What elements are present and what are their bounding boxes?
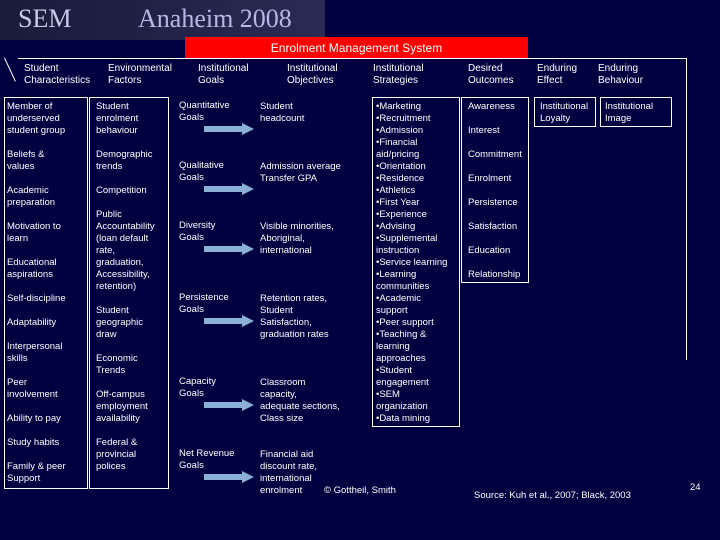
arrow-right-icon: [204, 315, 254, 327]
objective-classroom-capacity: Classroom capacity, adequate sections, Class size: [260, 377, 340, 424]
ef-competition: Competition: [96, 185, 147, 196]
goal-quantitative: Quantitative Goals: [179, 100, 230, 123]
sc-member-underserved: Member of underserved student group: [7, 101, 66, 136]
ef-demographic-trends: Demographic trends: [96, 149, 153, 172]
sc-ability-to-pay: Ability to pay: [7, 413, 61, 424]
page-number: 24: [690, 482, 701, 493]
objective-retention-rates: Retention rates, Student Satisfaction, graduation rates: [260, 293, 329, 340]
source-citation: Source: Kuh et al., 2007; Black, 2003: [474, 490, 631, 501]
sc-interpersonal-skills: Interpersonal skills: [7, 341, 63, 364]
sc-self-discipline: Self-discipline: [7, 293, 66, 304]
system-frame-top: [18, 58, 686, 59]
arrow-right-icon: [204, 399, 254, 411]
objective-financial-aid: Financial aid discount rate, international enrolment: [260, 449, 318, 496]
enrolment-system-banner: Enrolment Management System: [185, 37, 528, 59]
title-sem: SEM: [18, 4, 72, 33]
ef-economic-trends: Economic Trends: [96, 353, 138, 376]
sc-peer-involvement: Peer involvement: [7, 377, 58, 400]
header-enduring-behaviour: Enduring Behaviour: [598, 63, 644, 86]
strategies-list: •Marketing •Recruitment •Admission •Financial aid/pricing •Orientation •Residence •Athletics •First Year •Experience •Advising •Supplemental instruction •Service learning •Learning communities •Academic support •Peer support •Teaching & learning approaches •Student engagement •SEM organization •Data mining: [376, 101, 448, 424]
goal-capacity: Capacity Goals: [179, 376, 216, 399]
arrow-right-icon: [204, 243, 254, 255]
outcome-enrolment: Enrolment: [468, 173, 512, 184]
ef-student-enrolment-behaviour: Student enrolment behaviour: [96, 101, 139, 136]
ef-public-accountability: Public Accountability (loan default rate, graduation, Accessibility, retention): [96, 209, 155, 292]
goal-persistence: Persistence Goals: [179, 292, 229, 315]
ef-federal-provincial-polices: Federal & provincial polices: [96, 437, 138, 472]
enduring-effect-loyalty: Institutional Loyalty: [540, 101, 589, 124]
outcome-interest: Interest: [468, 125, 500, 136]
header-enduring-effect: Enduring Effect: [537, 63, 578, 86]
goal-qualitative: Qualitative Goals: [179, 160, 224, 183]
arrow-right-icon: [204, 123, 254, 135]
arrow-right-icon: [204, 471, 254, 483]
ef-off-campus-employment: Off-campus employment availability: [96, 389, 148, 424]
header-desired-outcomes: Desired Outcomes: [468, 63, 514, 86]
title-conference: Anaheim 2008: [138, 4, 292, 33]
header-environmental-factors: Environmental Factors: [108, 63, 172, 86]
system-frame-right: [686, 58, 687, 360]
sc-family-peer-support: Family & peer Support: [7, 461, 66, 484]
sc-beliefs-values: Beliefs & values: [7, 149, 45, 172]
header-institutional-objectives: Institutional Objectives: [287, 63, 338, 86]
sc-adaptability: Adaptability: [7, 317, 57, 328]
outcome-satisfaction: Satisfaction: [468, 221, 518, 232]
header-institutional-strategies: Institutional Strategies: [373, 63, 424, 86]
outcome-relationship: Relationship: [468, 269, 521, 280]
outcome-persistence: Persistence: [468, 197, 518, 208]
header-student-characteristics: Student Characteristics: [24, 63, 91, 86]
sc-motivation: Motivation to learn: [7, 221, 61, 244]
objective-student-headcount: Student headcount: [260, 101, 305, 124]
arrow-right-icon: [204, 183, 254, 195]
objective-admission-average: Admission average Transfer GPA: [260, 161, 341, 184]
sc-study-habits: Study habits: [7, 437, 60, 448]
enduring-behaviour-image: Institutional Image: [605, 101, 654, 124]
ef-student-geographic-draw: Student geographic draw: [96, 305, 144, 340]
header-institutional-goals: Institutional Goals: [198, 63, 249, 86]
outcome-education: Education: [468, 245, 511, 256]
sc-academic-preparation: Academic preparation: [7, 185, 56, 208]
copyright-text: © Gottheil, Smith: [324, 485, 396, 496]
system-frame-left-slant: [4, 58, 16, 82]
objective-visible-minorities: Visible minorities, Aboriginal, international: [260, 221, 334, 256]
outcome-commitment: Commitment: [468, 149, 522, 160]
goal-net-revenue: Net Revenue Goals: [179, 448, 235, 471]
sc-educational-aspirations: Educational aspirations: [7, 257, 57, 280]
outcome-awareness: Awareness: [468, 101, 515, 112]
goal-diversity: Diversity Goals: [179, 220, 216, 243]
